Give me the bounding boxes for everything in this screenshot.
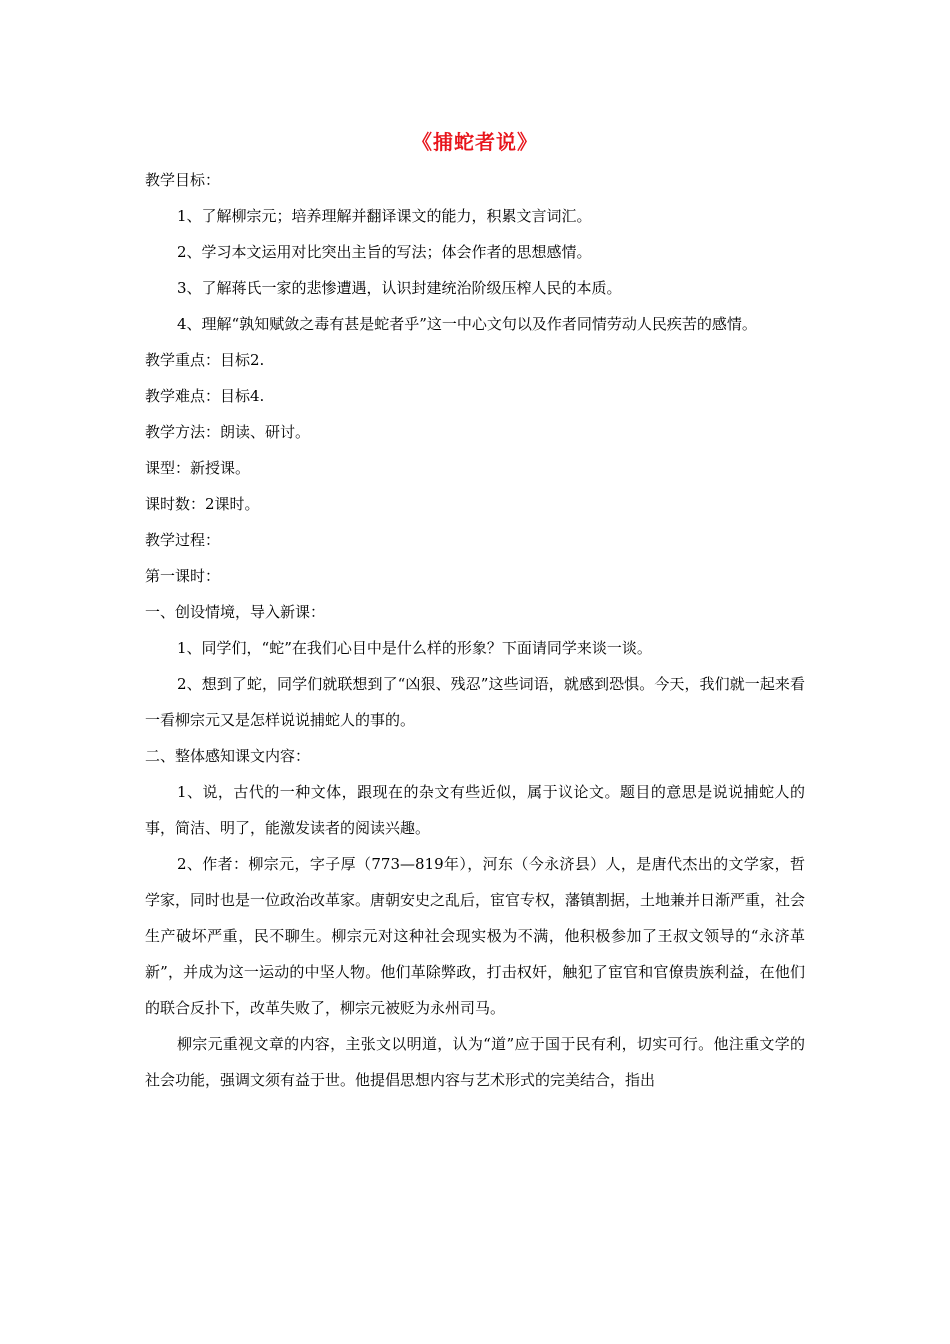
text-line: 教学难点：目标4. <box>145 387 265 405</box>
text-line: 教学过程： <box>145 531 221 549</box>
text-line: 1、了解柳宗元；培养理解并翻译课文的能力，积累文言词汇。 <box>177 207 592 225</box>
text-line: 第一课时： <box>145 567 221 585</box>
text-line: 教学方法：朗读、研讨。 <box>145 423 311 441</box>
text-line: 4、理解“孰知赋敛之毒有甚是蛇者乎”这一中心文句以及作者同情劳动人民疾苦的感情。 <box>177 315 757 333</box>
text-line: 教学目标： <box>145 171 221 189</box>
text-line: 二、整体感知课文内容： <box>145 747 311 765</box>
text-line: 一、创设情境，导入新课： <box>145 603 326 621</box>
text-line: 教学重点：目标2. <box>145 351 265 369</box>
text-line: 1、同学们，“蛇”在我们心目中是什么样的形象？下面请同学来谈一谈。 <box>177 639 652 657</box>
text-line: 课时数：2课时。 <box>145 495 260 513</box>
text-line: 课型：新授课。 <box>145 459 251 477</box>
text-line: 2、想到了蛇，同学们就联想到了“凶狠、残忍”这些词语，就感到恐惧。今天，我们就一起来看一看柳宗元又是怎样说说捕蛇人的事的。 <box>145 675 805 729</box>
text-line: 2、作者：柳宗元，字子厚（773—819年），河东（今永济县）人，是唐代杰出的文学家，哲学家，同时也是一位政治改革家。唐朝安史之乱后，宦官专权，藩镇割据，土地兼并日渐严重，社会生产破坏严重，民不聊生。柳宗元对这种社会现实极为不满，他积极参加了王叔文领导的“永济革新”，并成为这一运动的中坚人物。他们革除弊政，打击权奸，触犯了宦官和官僚贵族利益，在他们的联合反扑下，改革失败了，柳宗元被贬为永州司马。 <box>145 855 806 1017</box>
text-line: 3、了解蒋氏一家的悲惨遭遇，认识封建统治阶级压榨人民的本质。 <box>177 279 622 297</box>
text-line: 2、学习本文运用对比突出主旨的写法；体会作者的思想感情。 <box>177 243 592 261</box>
document-body <box>145 162 805 1098</box>
text-line: 1、说，古代的一种文体，跟现在的杂文有些近似，属于议论文。题目的意思是说说捕蛇人的事，简洁、明了，能激发读者的阅读兴趣。 <box>145 783 805 837</box>
text-line: 柳宗元重视文章的内容，主张文以明道，认为“道”应于国于民有利，切实可行。他注重文学的社会功能，强调文须有益于世。他提倡思想内容与艺术形式的完美结合，指出 <box>145 1035 805 1089</box>
document-title: 《捕蛇者说》 <box>412 130 538 154</box>
